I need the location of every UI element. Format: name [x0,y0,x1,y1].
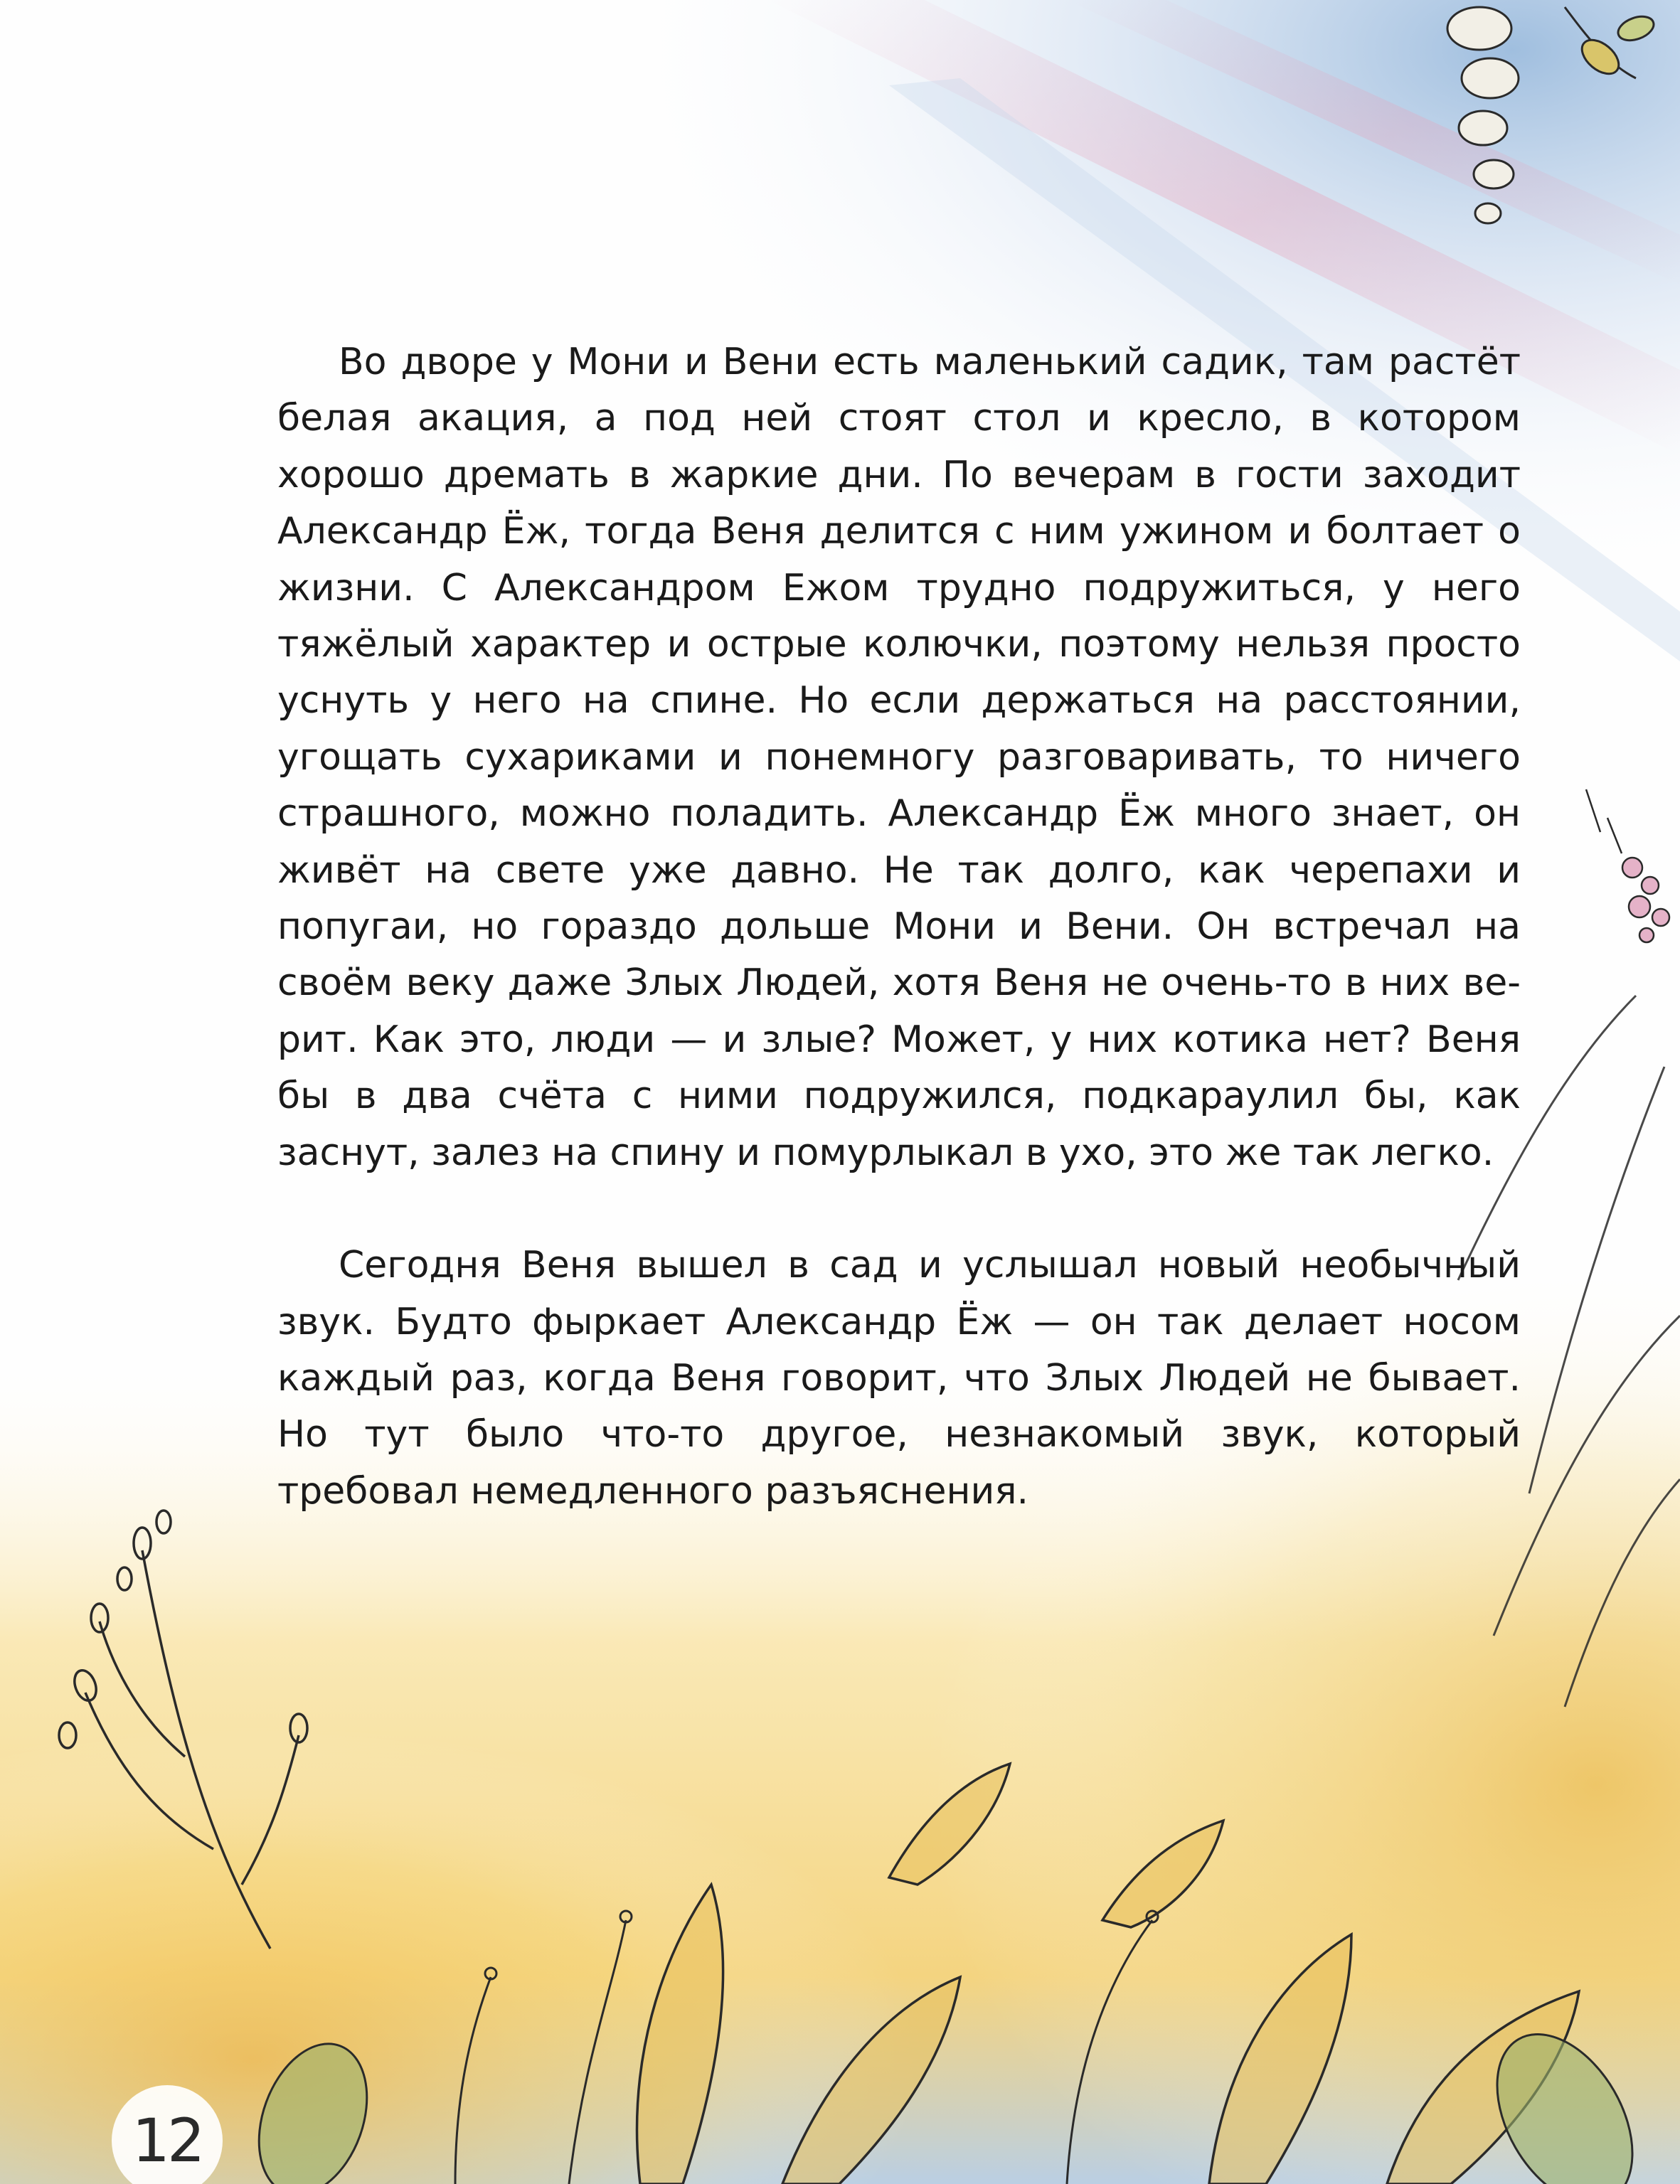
page-number: 12 [132,2106,203,2175]
paragraph-2: Сегодня Веня вышел в сад и услышал новый необычный звук. Будто фыркает Александр Ёж — он так делает носом каждый раз, когда Веня говорит, что Злых Людей не бывает. Но тут было что-то другое, незнакомый звук, который требовал немедленного разъяснения. [277,1244,1521,1513]
story-text [277,334,1521,1520]
paragraph-1: Во дворе у Мони и Вени есть маленький садик, там растёт белая акация, а под ней стоят стол и кресло, в котором хорошо дремать в жаркие дни. По вечерам в гости заходит Александр Ёж, тогда Веня делится с ним ужином и болтает о жизни. С Александром Ежом трудно подружиться, у него тяжёлый характер и острые колючки, поэтому нельзя просто уснуть у него на спине. Но если держаться на расстоянии, угощать сухариками и понемногу разговаривать, то ничего страшного, можно поладить. Александр Ёж много знает, он живёт на свете уже давно. Не так долго, как черепахи и попугаи, но гораздо дольше Мони и Вени. Он встречал на своём веку даже Злых Людей, хотя Веня не очень-то в них верит. Как это, люди — и злые? Может, у них котика нет? Веня бы в два счёта с ними подружился, подкараулил бы, как заснут, залез на спину и помурлыкал в ухо, это же так легко. [277,341,1521,1174]
